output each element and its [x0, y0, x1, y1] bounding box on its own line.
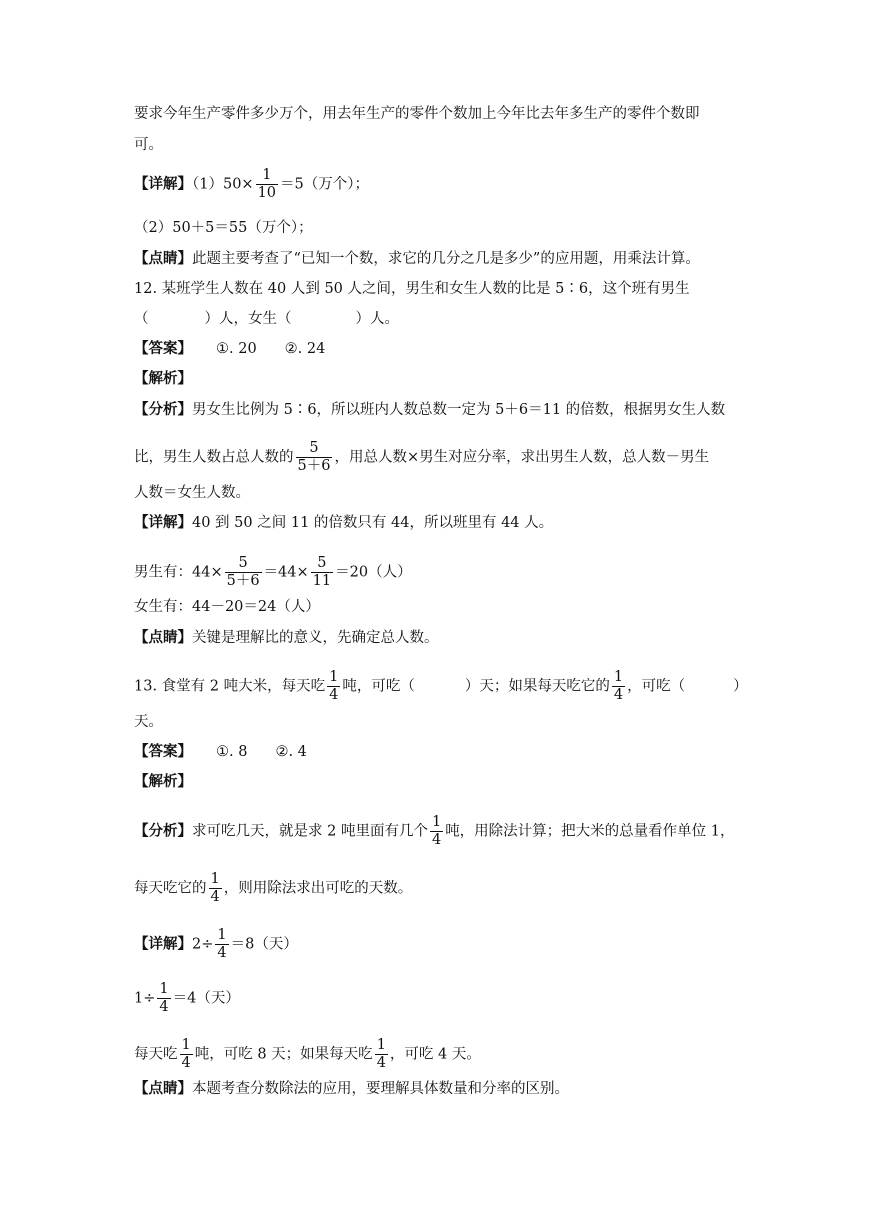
fraction-denominator: 11: [312, 573, 332, 589]
text: 人数＝女生人数。: [134, 485, 250, 501]
text: ＝4（天）: [172, 990, 240, 1007]
text: 吨，可吃（: [342, 678, 415, 695]
fraction: [375, 1037, 388, 1072]
formula-line: [134, 1037, 481, 1072]
text: 女生有：44－20＝24（人）: [134, 599, 320, 615]
answer-1: ①. 8: [216, 744, 248, 760]
text: ，用总人数×男生对应分率，求出男生人数，总人数－男生: [334, 449, 710, 466]
fraction-numerator: 1: [159, 981, 169, 997]
question-12: [134, 279, 690, 299]
text: 1÷: [134, 990, 156, 1007]
solution-detail-line: [134, 167, 369, 202]
fraction-numerator: 1: [217, 927, 227, 943]
fraction-denominator: 4: [376, 1055, 386, 1071]
paragraph-line: [134, 218, 313, 238]
text: 要求今年生产零件多少万个，用去年生产的零件个数加上今年比去年多生产的零件个数即: [134, 106, 700, 122]
analysis-line: [134, 440, 709, 475]
fraction-denominator: 5＋6: [226, 573, 260, 589]
fraction: [215, 927, 228, 962]
text: 每天吃它的: [134, 880, 207, 897]
analysis-line: [134, 400, 725, 420]
analysis-header: [134, 369, 192, 389]
section-tag: 【分析】: [134, 822, 192, 840]
fraction-numerator: 1: [376, 1037, 386, 1053]
text: 男生有：44×: [134, 564, 223, 581]
text: ＝5（万个）；: [280, 176, 370, 193]
text: ＝44×: [263, 564, 309, 581]
paragraph-line: [134, 104, 700, 124]
text: 吨，用除法计算；把大米的总量看作单位 1，: [445, 823, 735, 840]
fraction-denominator: 4: [431, 832, 442, 848]
text: （2）50＋5＝55（万个）；: [134, 220, 313, 236]
solution-detail-line: [134, 513, 553, 533]
analysis-header: [134, 772, 192, 792]
text: 比，男生人数占总人数的: [134, 449, 294, 466]
fraction-numerator: 1: [613, 669, 624, 685]
section-tag: 【详解】: [134, 935, 192, 953]
text: 13. 食堂有 2 吨大米，每天吃: [134, 678, 326, 695]
section-tag: 【解析】: [134, 773, 192, 790]
question-13: [134, 669, 748, 704]
answer-2: ②. 24: [284, 341, 326, 357]
text: ）天；如果每天吃它的: [464, 678, 610, 695]
fraction-numerator: 5: [296, 440, 333, 458]
text: 吨，可吃 8 天；如果每天吃: [194, 1046, 373, 1063]
text: 此题主要考查了“已知一个数，求它的几分之几是多少”的应用题，用乘法计算。: [192, 251, 700, 267]
text: ）: [733, 678, 748, 695]
fraction-numerator: 5: [311, 555, 333, 573]
answer-line: [134, 742, 307, 762]
answer-2: ②. 4: [275, 744, 307, 760]
comment-line: [134, 1079, 569, 1099]
text: 关键是理解比的意义，先确定总人数。: [192, 630, 439, 646]
section-tag: 【答案】: [134, 743, 192, 760]
paragraph-line: [134, 483, 250, 503]
text: ，可吃（: [627, 678, 686, 695]
formula-line: [134, 981, 240, 1016]
solution-detail-line: [134, 927, 298, 962]
section-tag: 【点睛】: [134, 250, 192, 267]
fraction-numerator: 5: [225, 555, 262, 573]
comment-line: [134, 628, 439, 648]
fraction: [327, 669, 340, 704]
formula-line: [134, 597, 320, 617]
section-tag: 【点睛】: [134, 1080, 192, 1097]
analysis-line: [134, 871, 412, 906]
text: ）人。: [355, 311, 399, 327]
question-text: 12. 某班学生人数在 40 人到 50 人之间，男生和女生人数的比是 5∶6，这个班有男生: [134, 281, 690, 297]
fraction-numerator: 1: [181, 1037, 191, 1053]
fraction: [256, 167, 278, 202]
fraction-denominator: 4: [217, 945, 227, 961]
text: 2÷: [192, 936, 214, 953]
text: （1）50×: [192, 176, 254, 193]
text: ＝20（人）: [335, 564, 412, 581]
text: ，则用除法求出可吃的天数。: [223, 880, 413, 897]
text: 男女生比例为 5∶6，所以班内人数总数一定为 5＋6＝11 的倍数，根据男女生人数: [192, 402, 726, 418]
fraction-denominator: 4: [329, 687, 339, 703]
fraction-denominator: 10: [257, 185, 277, 201]
fraction: [430, 814, 443, 849]
fraction-numerator: 1: [431, 814, 442, 830]
section-tag: 【分析】: [134, 401, 192, 418]
fraction: [311, 555, 333, 590]
formula-line: [134, 555, 412, 590]
fraction-numerator: 1: [256, 167, 278, 185]
text: 可。: [134, 137, 163, 153]
fraction: [157, 981, 170, 1016]
fraction: [612, 669, 625, 704]
text: ）人，女生（: [204, 311, 292, 327]
fraction-denominator: 5＋6: [297, 458, 331, 474]
answer-line: [134, 339, 325, 359]
comment-line: [134, 249, 700, 269]
section-tag: 【详解】: [134, 175, 192, 193]
analysis-line: [134, 814, 735, 849]
fraction-denominator: 4: [613, 687, 624, 703]
text: 求可吃几天，就是求 2 吨里面有几个: [192, 823, 428, 840]
text: （: [134, 311, 149, 327]
fraction-numerator: 1: [210, 871, 220, 887]
paragraph-line: [134, 135, 163, 155]
fraction-denominator: 4: [210, 889, 220, 905]
text: 每天吃: [134, 1046, 178, 1063]
section-tag: 【详解】: [134, 514, 192, 531]
text: 天。: [134, 714, 163, 730]
text: ，可吃 4 天。: [389, 1046, 481, 1063]
fraction: [225, 555, 262, 590]
fraction: [209, 871, 222, 906]
fraction-denominator: 4: [159, 999, 169, 1015]
fraction-denominator: 4: [181, 1055, 191, 1071]
fraction: [296, 440, 333, 475]
text: ＝8（天）: [230, 936, 298, 953]
fraction: [180, 1037, 193, 1072]
fraction-numerator: 1: [329, 669, 339, 685]
section-tag: 【点睛】: [134, 629, 192, 646]
paragraph-line: [134, 712, 163, 732]
text: 40 到 50 之间 11 的倍数只有 44，所以班里有 44 人。: [192, 515, 554, 531]
answer-1: ①. 20: [216, 341, 257, 357]
text: 本题考查分数除法的应用，要理解具体数量和分率的区别。: [192, 1081, 569, 1097]
section-tag: 【答案】: [134, 340, 192, 357]
section-tag: 【解析】: [134, 370, 192, 387]
question-12-blanks: [134, 309, 399, 329]
